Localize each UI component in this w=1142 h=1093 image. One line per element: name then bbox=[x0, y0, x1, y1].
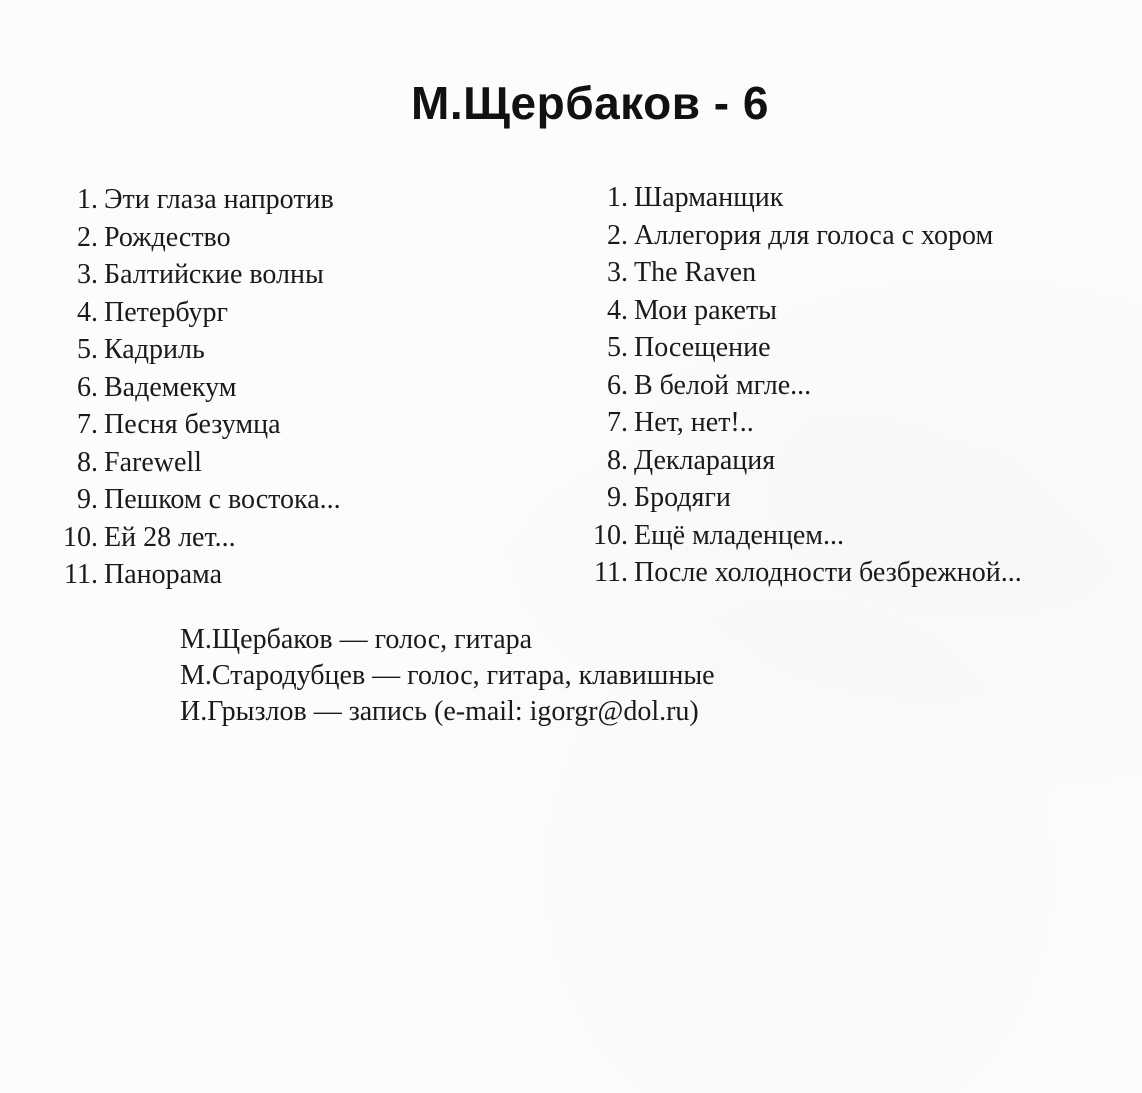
track-title: После холодности безбрежной... bbox=[634, 557, 1022, 588]
track-title: Бродяги bbox=[634, 482, 731, 513]
track-title: Аллегория для голоса с хором bbox=[634, 219, 994, 251]
track-item bbox=[58, 406, 341, 444]
track-number: 9. bbox=[77, 484, 98, 515]
track-title: Farewell bbox=[104, 446, 202, 478]
track-item bbox=[588, 179, 1022, 217]
track-title: Декларация bbox=[634, 444, 776, 476]
track-number: 7. bbox=[77, 409, 98, 440]
track-item bbox=[58, 294, 341, 332]
track-item bbox=[588, 554, 1022, 592]
track-item bbox=[588, 517, 1022, 555]
track-title: Балтийские волны bbox=[104, 259, 324, 290]
track-number: 7. bbox=[607, 407, 628, 438]
album-title: М.Щербаков - 6 bbox=[411, 77, 769, 129]
track-number: 3. bbox=[607, 257, 628, 288]
track-item bbox=[58, 556, 341, 594]
track-title: Посещение bbox=[634, 332, 771, 363]
track-number: 1. bbox=[607, 182, 628, 213]
track-title: Мои ракеты bbox=[634, 294, 777, 326]
track-number: 2. bbox=[77, 221, 98, 253]
track-item bbox=[588, 367, 1022, 405]
track-number: 6. bbox=[77, 371, 98, 403]
track-title: Эти глаза напротив bbox=[104, 184, 334, 215]
track-item bbox=[588, 292, 1022, 330]
track-title: Панорама bbox=[104, 559, 223, 590]
track-number: 11. bbox=[594, 557, 628, 588]
track-item bbox=[58, 256, 341, 294]
track-title: Нет, нет!.. bbox=[634, 407, 754, 438]
track-item bbox=[58, 181, 341, 219]
track-number: 8. bbox=[607, 444, 628, 476]
track-title: Ей 28 лет... bbox=[104, 521, 236, 553]
track-item bbox=[588, 217, 1022, 255]
track-title: Рождество bbox=[104, 221, 231, 253]
track-item bbox=[588, 404, 1022, 442]
track-item bbox=[58, 369, 341, 407]
track-item bbox=[58, 519, 341, 557]
tracklist-left bbox=[58, 181, 341, 594]
track-item bbox=[58, 331, 341, 369]
track-number: 6. bbox=[607, 369, 628, 401]
track-title: Шарманщик bbox=[634, 182, 784, 213]
track-item bbox=[588, 329, 1022, 367]
track-number: 4. bbox=[77, 296, 98, 328]
track-number: 5. bbox=[77, 334, 98, 365]
track-item bbox=[588, 479, 1022, 517]
tracklist-right bbox=[588, 179, 1022, 592]
credit-line: М.Стародубцев — голос, гитара, клавишные bbox=[180, 660, 715, 691]
credits bbox=[180, 622, 715, 730]
track-number: 10. bbox=[63, 521, 98, 553]
track-title: Ещё младенцем... bbox=[634, 519, 844, 551]
track-item bbox=[588, 254, 1022, 292]
track-item bbox=[588, 442, 1022, 480]
track-title: В белой мгле... bbox=[634, 369, 812, 401]
track-number: 8. bbox=[77, 446, 98, 478]
track-title: Кадриль bbox=[104, 334, 205, 365]
credit-line: И.Грызлов — запись (e-mail: igorgr@dol.ru) bbox=[180, 696, 699, 727]
track-number: 4. bbox=[607, 294, 628, 326]
track-number: 11. bbox=[64, 559, 98, 590]
track-item bbox=[58, 481, 341, 519]
track-title: Вадемекум bbox=[104, 371, 237, 403]
track-title: Песня безумца bbox=[104, 409, 281, 440]
track-number: 2. bbox=[607, 219, 628, 251]
track-number: 10. bbox=[593, 519, 628, 551]
track-title: The Raven bbox=[634, 257, 757, 288]
credit-line: М.Щербаков — голос, гитара bbox=[180, 624, 533, 655]
track-number: 3. bbox=[77, 259, 98, 290]
track-title: Пешком с востока... bbox=[104, 484, 341, 515]
track-number: 9. bbox=[607, 482, 628, 513]
track-number: 5. bbox=[607, 332, 628, 363]
track-item bbox=[58, 219, 341, 257]
track-number: 1. bbox=[77, 184, 98, 215]
track-item bbox=[58, 444, 341, 482]
track-title: Петербург bbox=[104, 296, 228, 328]
